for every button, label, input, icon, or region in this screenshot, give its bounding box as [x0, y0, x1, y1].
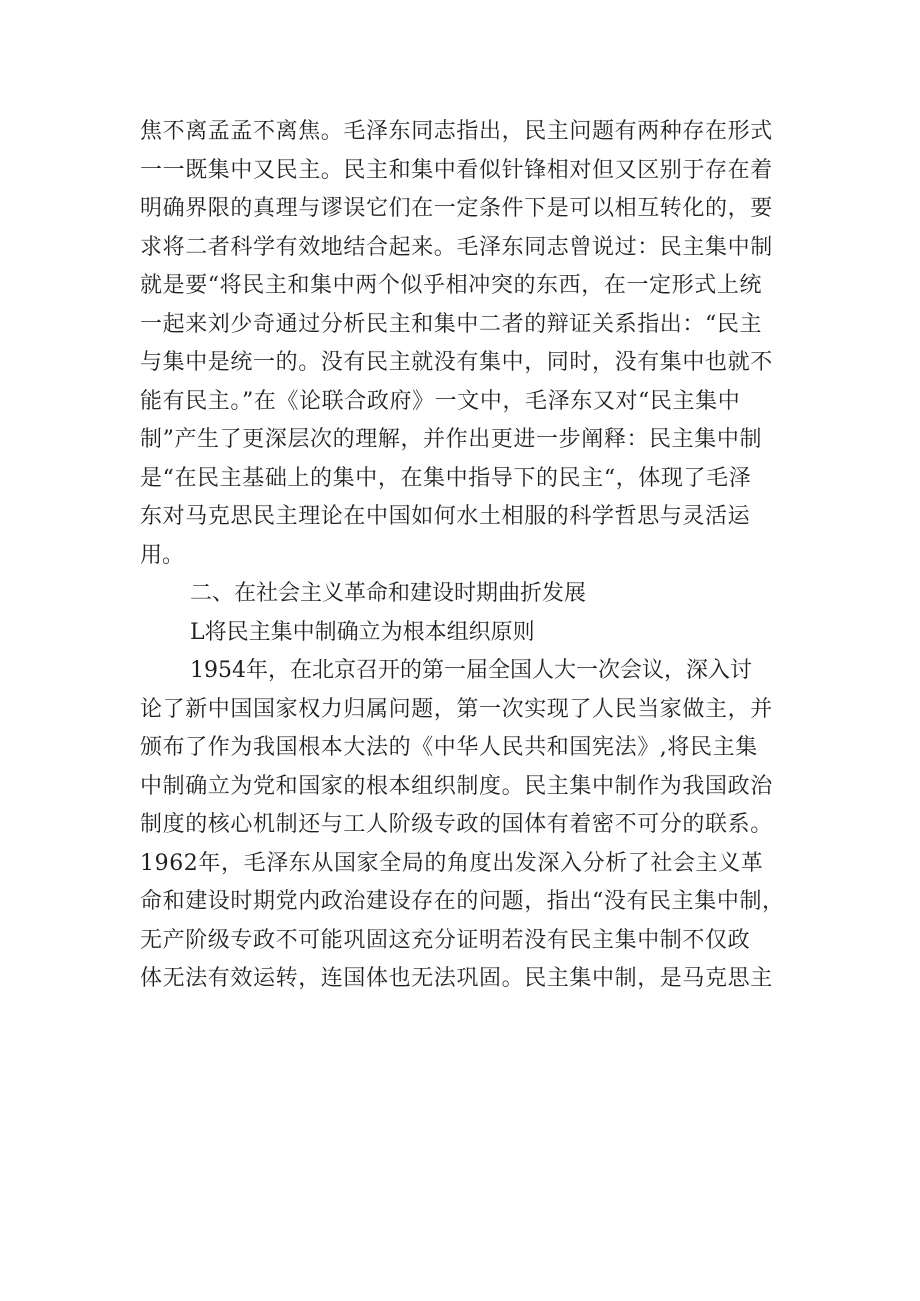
paragraph-line: 体无法有效运转，连国体也无法巩固。民主集中制，是马克思主 [140, 966, 773, 991]
paragraph-line: 颁布了作为我国根本大法的《中华人民共和国宪法》,将民主集 [140, 735, 758, 760]
body-text [140, 113, 790, 999]
paragraph-line: 论了新中国国家权力归属问题，第一次实现了人民当家做主，并 [140, 696, 773, 722]
subsection-heading: L将民主集中制确立为根本组织原则 [190, 619, 535, 645]
paragraph-line: 用。 [140, 542, 185, 568]
paragraph-line: 制度的核心机制还与工人阶级专政的国体有着密不可分的联系。 [140, 812, 773, 837]
paragraph-line: 中制确立为党和国家的根本组织制度。民主集中制作为我国政治 [140, 773, 773, 799]
paragraph-line: 一一既集中又民主。民主和集中看似针锋相对但又区别于存在着 [140, 157, 773, 183]
paragraph-line: 东对马克思民主理论在中国如何水土相服的科学哲思与灵活运 [140, 504, 751, 529]
paragraph-line: 命和建设时期党内政治建设存在的问题，指出“没有民主集中制， [140, 889, 785, 914]
section-heading: 二、在社会主义革命和建设时期曲折发展 [190, 581, 587, 606]
paragraph-line: 能有民主。”在《论联合政府》一文中，毛泽东又对“民主集中 [140, 388, 741, 414]
paragraph-line: 与集中是统一的。没有民主就没有集中，同时，没有集中也就不 [140, 350, 773, 375]
paragraph-line: 明确界限的真理与谬误它们在一定条件下是可以相互转化的，要 [140, 196, 773, 221]
paragraph-line: 求将二者科学有效地结合起来。毛泽东同志曾说过：民主集中制 [140, 234, 773, 260]
paragraph-line: 1962年，毛泽东从国家全局的角度出发深入分析了社会主义革 [140, 850, 764, 876]
paragraph-line: 制”产生了更深层次的理解，并作出更进一步阐释：民主集中制 [140, 427, 763, 452]
paragraph-line: 1954年，在北京召开的第一届全国人大一次会议，深入讨 [190, 658, 752, 683]
paragraph-line: 无产阶级专政不可能巩固这充分证明若没有民主集中制不仅政 [140, 927, 751, 953]
paragraph-line: 一起来刘少奇通过分析民主和集中二者的辩证关系指出：“民主 [140, 311, 763, 337]
paragraph-line: 焦不离孟孟不离焦。毛泽东同志指出，民主问题有两种存在形式 [140, 119, 773, 144]
paragraph-line: 是“在民主基础上的集中，在集中指导下的民主“，体现了毛泽 [140, 465, 752, 491]
paragraph-line: 就是要“将民主和集中两个似乎相冲突的东西，在一定形式上统 [140, 273, 763, 298]
